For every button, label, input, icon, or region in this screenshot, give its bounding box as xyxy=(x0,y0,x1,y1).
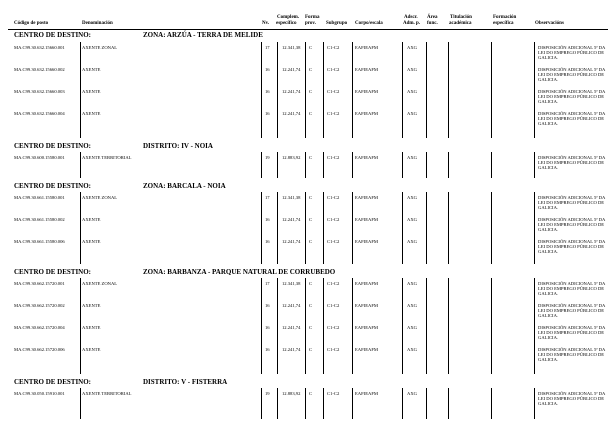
adscripcion-cell: AXG xyxy=(407,325,417,330)
column-divider xyxy=(534,278,535,374)
header-adscr-1: Adscr. xyxy=(404,15,418,20)
column-divider xyxy=(305,42,306,138)
denominacion-cell: AXENTE ZONAL xyxy=(82,195,118,200)
forma-cell: C xyxy=(309,347,313,352)
column-divider xyxy=(323,278,324,374)
column-divider xyxy=(277,152,278,178)
complemento-cell: 12.241,74 xyxy=(282,217,301,222)
column-divider xyxy=(323,388,324,419)
observacions-cell: DISPOSICIÓN ADICIONAL 5ª DA LEI DO EMPREGO PÚBLICO DE GALICIA. xyxy=(538,347,606,362)
observacions-cell: DISPOSICIÓN ADICIONAL 5ª DA LEI DO EMPREGO PÚBLICO DE GALICIA. xyxy=(538,239,606,254)
adscripcion-cell: AXG xyxy=(407,217,417,222)
header-forma-1: Forma xyxy=(305,15,320,20)
column-divider xyxy=(534,152,535,178)
column-divider xyxy=(277,42,278,138)
column-divider xyxy=(80,192,81,264)
observacions-cell: DISPOSICIÓN ADICIONAL 5ª DA LEI DO EMPREGO PÚBLICO DE GALICIA. xyxy=(538,67,606,82)
adscripcion-cell: AXG xyxy=(407,111,417,116)
column-divider xyxy=(261,192,262,264)
denominacion-cell: AXENTE ZONAL xyxy=(82,45,118,50)
subgrupo-cell: C1-C2 xyxy=(327,325,340,330)
nv-cell: 16 xyxy=(265,111,270,116)
denominacion-cell: AXENTE xyxy=(82,303,101,308)
corpo-cell: EAFIEAFM xyxy=(355,195,378,200)
column-divider xyxy=(402,42,403,138)
observacions-cell: DISPOSICIÓN ADICIONAL 5ª DA LEI DO EMPREGO PÚBLICO DE GALICIA. xyxy=(538,391,606,406)
forma-cell: C xyxy=(309,89,313,94)
nv-cell: 17 xyxy=(265,281,270,286)
codigo-cell: MA.C99.30.662.15720.004 xyxy=(14,325,65,330)
denominacion-cell: AXENTE ZONAL xyxy=(82,281,118,286)
subgrupo-cell: C1-C2 xyxy=(327,89,340,94)
codigo-cell: MA.C99.30.632.15660.003 xyxy=(14,89,65,94)
header-formacion-1: Formación xyxy=(493,15,517,20)
header-subgrupo: Subgrupo xyxy=(326,21,348,26)
codigo-cell: MA.C99.30.632.15660.004 xyxy=(14,111,65,116)
forma-cell: C xyxy=(309,391,313,396)
centro-destino-label: CENTRO DE DESTINO: xyxy=(14,31,92,39)
column-divider xyxy=(491,152,492,178)
column-divider xyxy=(534,42,535,138)
centro-destino-label: CENTRO DE DESTINO: xyxy=(14,182,92,190)
column-divider xyxy=(426,42,427,138)
column-divider xyxy=(402,388,403,419)
column-divider xyxy=(448,388,449,419)
column-divider xyxy=(534,388,535,419)
header-adscr-2: Adm. p. xyxy=(403,21,421,26)
header-observacions: Observacións xyxy=(535,21,564,26)
column-divider xyxy=(491,278,492,374)
codigo-cell: MA.C99.30.661.15580.001 xyxy=(14,195,65,200)
adscripcion-cell: AXG xyxy=(407,239,417,244)
column-divider xyxy=(261,152,262,178)
complemento-cell: 12.341,38 xyxy=(282,281,301,286)
complemento-cell: 12.241,74 xyxy=(282,325,301,330)
corpo-cell: EAFIEAFM xyxy=(355,303,378,308)
complemento-cell: 12.241,74 xyxy=(282,89,301,94)
centro-destino-label: CENTRO DE DESTINO: xyxy=(14,142,92,150)
header-denominacion: Denominación xyxy=(82,21,113,26)
forma-cell: C xyxy=(309,325,313,330)
column-divider xyxy=(448,152,449,178)
column-divider xyxy=(80,278,81,374)
column-divider xyxy=(80,42,81,138)
complemento-cell: 12.241,74 xyxy=(282,111,301,116)
header-complem-1: Complem. xyxy=(277,15,300,20)
subgrupo-cell: C1-C2 xyxy=(327,239,340,244)
complemento-cell: 12.341,38 xyxy=(282,195,301,200)
corpo-cell: EAFIEAFM xyxy=(355,391,378,396)
denominacion-cell: AXENTE xyxy=(82,325,101,330)
observacions-cell: DISPOSICIÓN ADICIONAL 5ª DA LEI DO EMPREGO PÚBLICO DE GALICIA. xyxy=(538,89,606,104)
nv-cell: 16 xyxy=(265,347,270,352)
corpo-cell: EAFIEAFM xyxy=(355,239,378,244)
column-divider xyxy=(402,152,403,178)
subgrupo-cell: C1-C2 xyxy=(327,155,340,160)
denominacion-cell: AXENTE TERRITORIAL xyxy=(82,155,132,160)
complemento-cell: 12.241,74 xyxy=(282,303,301,308)
observacions-cell: DISPOSICIÓN ADICIONAL 5ª DA LEI DO EMPREGO PÚBLICO DE GALICIA. xyxy=(538,155,606,170)
nv-cell: 16 xyxy=(265,217,270,222)
subgrupo-cell: C1-C2 xyxy=(327,391,340,396)
nv-cell: 17 xyxy=(265,45,270,50)
column-divider xyxy=(491,388,492,419)
column-divider xyxy=(305,152,306,178)
complemento-cell: 12.883,92 xyxy=(282,155,301,160)
corpo-cell: EAFIEAFM xyxy=(355,347,378,352)
subgrupo-cell: C1-C2 xyxy=(327,347,340,352)
header-titulacion-2: académica xyxy=(449,21,472,26)
header-area-2: func. xyxy=(427,21,438,26)
nv-cell: 19 xyxy=(265,391,270,396)
column-divider xyxy=(352,192,353,264)
forma-cell: C xyxy=(309,67,313,72)
column-divider xyxy=(352,278,353,374)
codigo-cell: MA.C99.30.662.15720.002 xyxy=(14,303,65,308)
denominacion-cell: AXENTE xyxy=(82,239,101,244)
complemento-cell: 12.883,92 xyxy=(282,391,301,396)
complemento-cell: 12.241,74 xyxy=(282,67,301,72)
forma-cell: C xyxy=(309,195,313,200)
adscripcion-cell: AXG xyxy=(407,303,417,308)
forma-cell: C xyxy=(309,239,313,244)
column-divider xyxy=(80,388,81,419)
column-divider xyxy=(261,388,262,419)
header-formacion-2: específica xyxy=(493,21,514,26)
adscripcion-cell: AXG xyxy=(407,45,417,50)
denominacion-cell: AXENTE xyxy=(82,111,101,116)
column-divider xyxy=(323,192,324,264)
column-divider xyxy=(323,42,324,138)
denominacion-cell: AXENTE xyxy=(82,67,101,72)
column-divider xyxy=(491,42,492,138)
observacions-cell: DISPOSICIÓN ADICIONAL 5ª DA LEI DO EMPREGO PÚBLICO DE GALICIA. xyxy=(538,195,606,210)
column-divider xyxy=(448,192,449,264)
adscripcion-cell: AXG xyxy=(407,89,417,94)
nv-cell: 16 xyxy=(265,325,270,330)
adscripcion-cell: AXG xyxy=(407,67,417,72)
codigo-cell: MA.C99.30.662.15720.006 xyxy=(14,347,65,352)
codigo-cell: MA.C99.30.661.15580.006 xyxy=(14,239,65,244)
column-divider xyxy=(277,388,278,419)
observacions-cell: DISPOSICIÓN ADICIONAL 5ª DA LEI DO EMPREGO PÚBLICO DE GALICIA. xyxy=(538,45,606,60)
adscripcion-cell: AXG xyxy=(407,391,417,396)
adscripcion-cell: AXG xyxy=(407,195,417,200)
subgrupo-cell: C1-C2 xyxy=(327,111,340,116)
subgrupo-cell: C1-C2 xyxy=(327,217,340,222)
subgrupo-cell: C1-C2 xyxy=(327,67,340,72)
corpo-cell: EAFIEAFM xyxy=(355,45,378,50)
codigo-cell: MA.C99.30.662.15720.001 xyxy=(14,281,65,286)
column-divider xyxy=(426,192,427,264)
observacions-cell: DISPOSICIÓN ADICIONAL 5ª DA LEI DO EMPREGO PÚBLICO DE GALICIA. xyxy=(538,325,606,340)
forma-cell: C xyxy=(309,45,313,50)
header-codigo: Código de posto xyxy=(14,21,49,26)
section-title: DISTRITO: IV - NOIA xyxy=(143,142,213,150)
forma-cell: C xyxy=(309,303,313,308)
adscripcion-cell: AXG xyxy=(407,155,417,160)
adscripcion-cell: AXG xyxy=(407,281,417,286)
complemento-cell: 12.241,74 xyxy=(282,239,301,244)
column-divider xyxy=(305,278,306,374)
nv-cell: 17 xyxy=(265,195,270,200)
section-title: DISTRITO: V - FISTERRA xyxy=(143,378,228,386)
corpo-cell: EAFIEAFM xyxy=(355,217,378,222)
centro-destino-label: CENTRO DE DESTINO: xyxy=(14,378,92,386)
column-divider xyxy=(352,388,353,419)
observacions-cell: DISPOSICIÓN ADICIONAL 5ª DA LEI DO EMPREGO PÚBLICO DE GALICIA. xyxy=(538,111,606,126)
corpo-cell: EAFIEAFM xyxy=(355,281,378,286)
forma-cell: C xyxy=(309,155,313,160)
observacions-cell: DISPOSICIÓN ADICIONAL 5ª DA LEI DO EMPREGO PÚBLICO DE GALICIA. xyxy=(538,281,606,296)
denominacion-cell: AXENTE TERRITORIAL xyxy=(82,391,132,396)
column-divider xyxy=(80,152,81,178)
column-divider xyxy=(277,192,278,264)
complemento-cell: 12.241,74 xyxy=(282,347,301,352)
column-divider xyxy=(277,278,278,374)
column-divider xyxy=(448,42,449,138)
corpo-cell: EAFIEAFM xyxy=(355,89,378,94)
subgrupo-cell: C1-C2 xyxy=(327,303,340,308)
nv-cell: 16 xyxy=(265,67,270,72)
header-nv: Nv. xyxy=(262,21,270,26)
centro-destino-label: CENTRO DE DESTINO: xyxy=(14,268,92,276)
column-divider xyxy=(352,152,353,178)
subgrupo-cell: C1-C2 xyxy=(327,45,340,50)
forma-cell: C xyxy=(309,217,313,222)
corpo-cell: EAFIEAFM xyxy=(355,155,378,160)
corpo-cell: EAFIEAFM xyxy=(355,325,378,330)
subgrupo-cell: C1-C2 xyxy=(327,195,340,200)
section-title: ZONA: BARCALA - NOIA xyxy=(143,182,226,190)
codigo-cell: MA.C99.30.632.15660.002 xyxy=(14,67,65,72)
column-divider xyxy=(491,192,492,264)
column-divider xyxy=(402,278,403,374)
header-corpo: Corpo/escala xyxy=(355,21,383,26)
column-divider xyxy=(402,192,403,264)
header-forma-2: prov. xyxy=(305,21,316,26)
section-title: ZONA: BARBANZA - PARQUE NATURAL DE CORRUBEDO xyxy=(143,268,336,276)
subgrupo-cell: C1-C2 xyxy=(327,281,340,286)
nv-cell: 16 xyxy=(265,239,270,244)
column-divider xyxy=(261,42,262,138)
column-divider xyxy=(323,152,324,178)
column-divider xyxy=(352,42,353,138)
complemento-cell: 12.341,38 xyxy=(282,45,301,50)
column-divider xyxy=(305,192,306,264)
denominacion-cell: AXENTE xyxy=(82,89,101,94)
column-divider xyxy=(426,278,427,374)
forma-cell: C xyxy=(309,281,313,286)
corpo-cell: EAFIEAFM xyxy=(355,111,378,116)
header-complem-2: específico xyxy=(276,21,297,26)
codigo-cell: MA.C99.30.661.15580.002 xyxy=(14,217,65,222)
header-titulacion-1: Titulación xyxy=(450,15,472,20)
column-divider xyxy=(426,152,427,178)
codigo-cell: MA.C99.30.050.15910.001 xyxy=(14,391,65,396)
observacions-cell: DISPOSICIÓN ADICIONAL 5ª DA LEI DO EMPREGO PÚBLICO DE GALICIA. xyxy=(538,217,606,232)
table-header xyxy=(0,0,615,30)
codigo-cell: MA.C99.30.632.15660.001 xyxy=(14,45,65,50)
column-divider xyxy=(261,278,262,374)
corpo-cell: EAFIEAFM xyxy=(355,67,378,72)
section-title: ZONA: ARZÚA - TERRA DE MELIDE xyxy=(143,31,263,39)
header-area-1: Área xyxy=(427,15,438,20)
observacions-cell: DISPOSICIÓN ADICIONAL 5ª DA LEI DO EMPREGO PÚBLICO DE GALICIA. xyxy=(538,303,606,318)
denominacion-cell: AXENTE xyxy=(82,217,101,222)
column-divider xyxy=(305,388,306,419)
nv-cell: 16 xyxy=(265,303,270,308)
header-divider xyxy=(8,29,608,30)
nv-cell: 16 xyxy=(265,89,270,94)
column-divider xyxy=(426,388,427,419)
column-divider xyxy=(448,278,449,374)
column-divider xyxy=(534,192,535,264)
nv-cell: 19 xyxy=(265,155,270,160)
codigo-cell: MA.C99.30.600.15580.001 xyxy=(14,155,65,160)
denominacion-cell: AXENTE xyxy=(82,347,101,352)
forma-cell: C xyxy=(309,111,313,116)
adscripcion-cell: AXG xyxy=(407,347,417,352)
